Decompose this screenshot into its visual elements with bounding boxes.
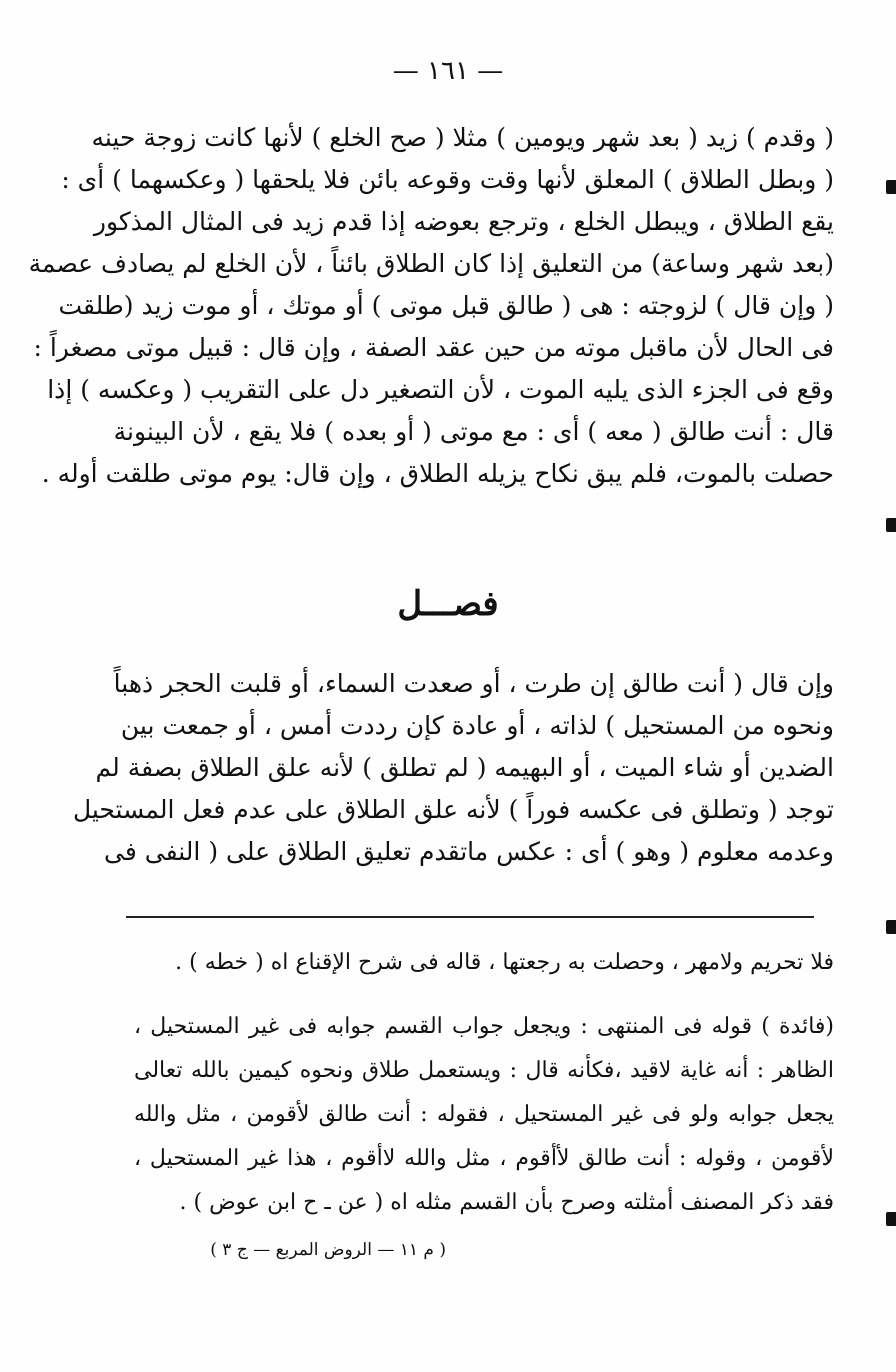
footnote-line: يجعل جوابه ولو فى غير المستحيل ، فقوله : أنت طالق لأقومن ، مثل والله [134,1102,834,1127]
footnote-line: (فائدة ) قوله فى المنتهى : ويجعل جواب القسم جوابه فى غير المستحيل ، [134,1014,834,1039]
edge-mark [886,920,896,934]
edge-mark [886,180,896,194]
body-line: يقع الطلاق ، ويبطل الخلع ، وترجع بعوضه إذا قدم زيد فى المثال المذكور [93,207,834,236]
footnote-line: فقد ذكر المصنف أمثلته وصرح بأن القسم مثله اه ( عن ـ ح ابن عوض ) . [179,1190,834,1215]
body-line: قال : أنت طالق ( معه ) أى : مع موتى ( أو بعده ) فلا يقع ، لأن البينونة [113,417,834,446]
signature-mark: ( م ١١ — الروض المربع — ج ٣ ) [210,1240,446,1260]
body-line: ( وبطل الطلاق ) المعلق لأنها وقت وقوعه بائن فلا يلحقها ( وعكسهما ) أى : [61,165,834,194]
section-line: الضدين أو شاء الميت ، أو البهيمه ( لم تطلق ) لأنه علق الطلاق بصفة لم [95,753,834,782]
body-line: وقع فى الجزء الذى يليه الموت ، لأن التصغير دل على التقريب ( وعكسه ) إذا [47,375,834,404]
edge-mark [886,518,896,532]
body-line: حصلت بالموت، فلم يبق نكاح يزيله الطلاق ، وإن قال: يوم موتى طلقت أوله . [41,459,834,488]
section-line: وعدمه معلوم ( وهو ) أى : عكس ماتقدم تعليق الطلاق على ( النفى فى [104,837,834,866]
footnote-line: لأقومن ، وقوله : أنت طالق لأأقوم ، مثل والله لاأقوم ، هذا غير المستحيل ، [134,1146,834,1171]
section-line: وإن قال ( أنت طالق إن طرت ، أو صعدت السماء، أو قلبت الحجر ذهباً [113,669,834,698]
section-line: توجد ( وتطلق فى عكسه فوراً ) لأنه علق الطلاق على عدم فعل المستحيل [72,795,834,824]
page-number: — ١٦١ — [392,56,504,86]
footnote-line: الظاهر : أنه غاية لاقيد ،فكأنه قال : ويستعمل طلاق ونحوه كيمين بالله تعالى [134,1058,834,1083]
body-line: فى الحال لأن ماقبل موته من حين عقد الصفة ، وإن قال : قبيل موتى مصغراً : [33,333,834,362]
edge-mark [886,1212,896,1226]
footnote-divider [126,916,814,918]
body-line: ( وقدم ) زيد ( بعد شهر ويومين ) مثلا ( صح الخلع ) لأنها كانت زوجة حينه [91,123,834,152]
body-line: ( وإن قال ) لزوجته : هى ( طالق قبل موتى ) أو موتك ، أو موت زيد (طلقت [58,291,834,320]
section-title: فصـــل [397,584,499,624]
section-line: ونحوه من المستحيل ) لذاته ، أو عادة كإن رددت أمس ، أو جمعت بين [120,711,834,740]
footnote-line: فلا تحريم ولامهر ، وحصلت به رجعتها ، قاله فى شرح الإقناع اه ( خطه ) . [175,950,834,975]
body-line: (بعد شهر وساعة) من التعليق إذا كان الطلاق بائناً ، لأن الخلع لم يصادف عصمة [28,249,834,278]
